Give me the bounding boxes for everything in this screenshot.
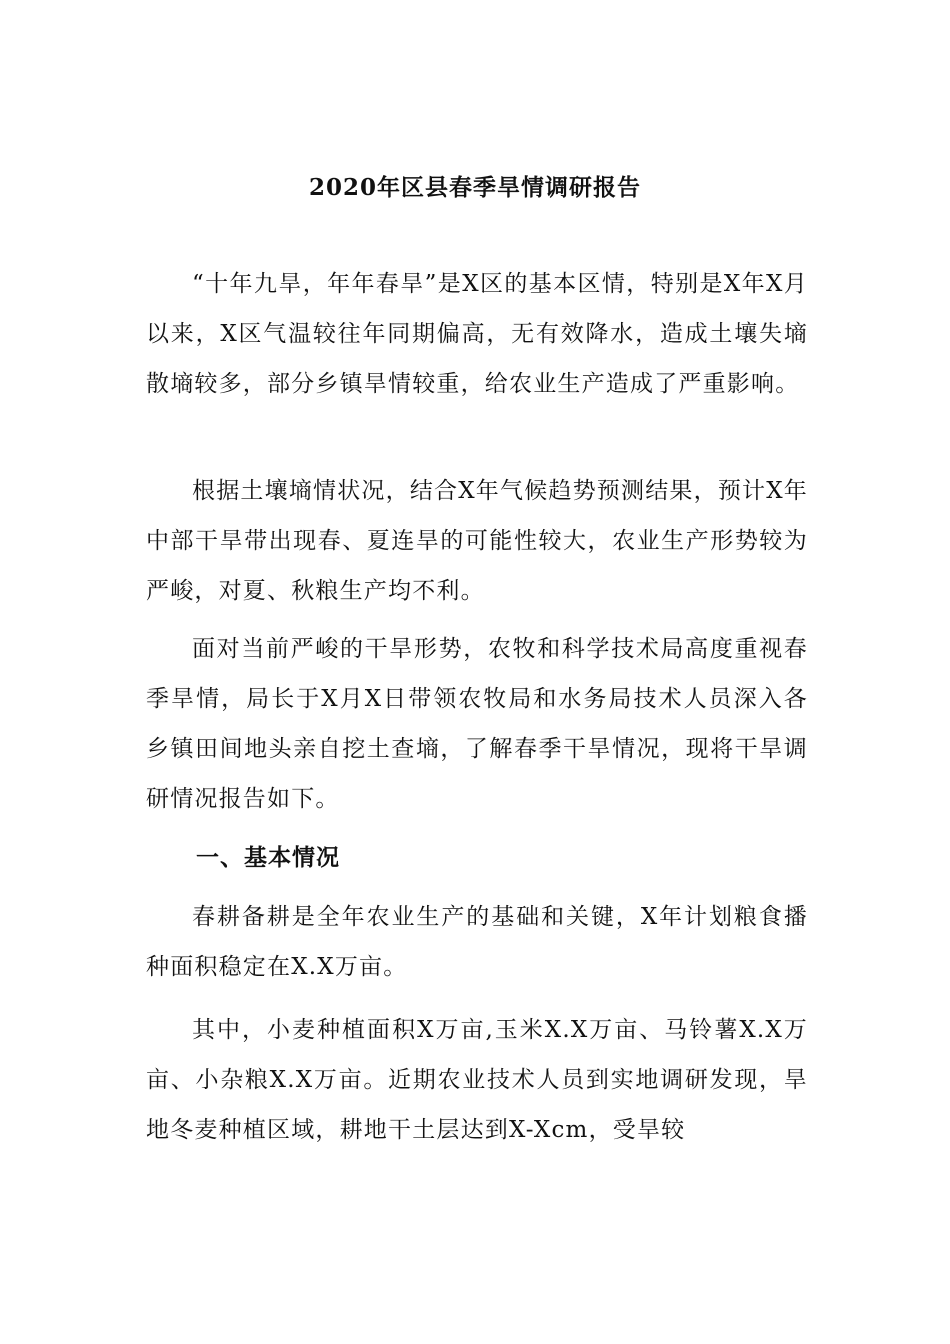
paragraph-intro: “十年九旱，年年春旱”是X区的基本区情，特别是X年X月以来，X区气温较往年同期偏高，无有效降水，造成土壤失墒散墒较多，部分乡镇旱情较重，给农业生产造成了严重影响。 (146, 271, 808, 397)
paragraph-spring-planting: 春耕备耕是全年农业生产的基础和关键，X年计划粮食播种面积稳定在X.X万亩。 (146, 904, 808, 980)
section-heading-basic-situation: 一、基本情况 (196, 844, 340, 871)
document-title: 2020年区县春季旱情调研报告 (308, 174, 641, 201)
paragraph-investigation: 面对当前严峻的干旱形势，农牧和科学技术局高度重视春季旱情，局长于X月X日带领农牧局和水务局技术人员深入各乡镇田间地头亲自挖土查墒，了解春季干旱情况，现将干旱调研情况报告如下。 (146, 636, 808, 812)
paragraph-forecast: 根据土壤墒情状况，结合X年气候趋势预测结果，预计X年中部干旱带出现春、夏连旱的可能性较大，农业生产形势较为严峻，对夏、秋粮生产均不利。 (146, 478, 808, 604)
paragraph-crop-areas: 其中，小麦种植面积X万亩,玉米X.X万亩、马铃薯X.X万亩、小杂粮X.X万亩。近期农业技术人员到实地调研发现，旱地冬麦种植区域，耕地干土层达到X-Xcm，受旱较 (146, 1017, 808, 1143)
